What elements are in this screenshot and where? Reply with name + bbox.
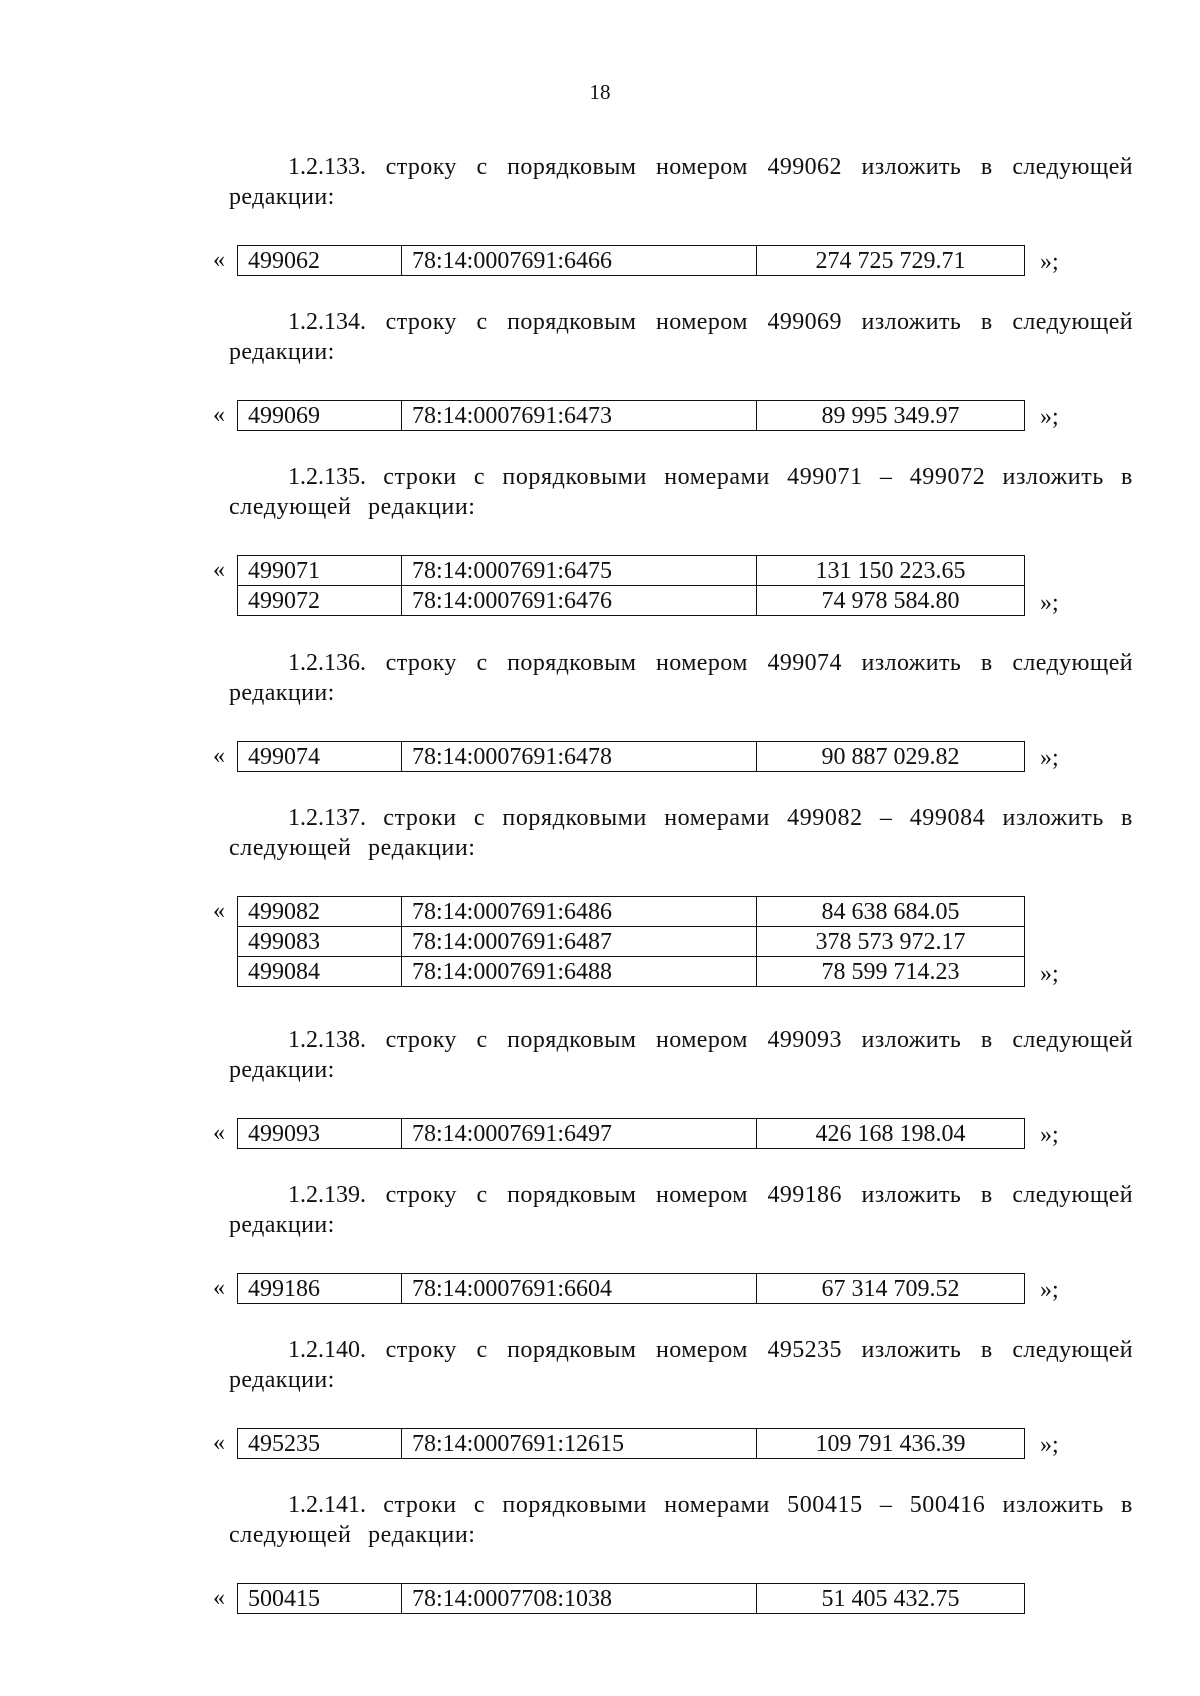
clause-text: строки с порядковыми номерами 500415 – 500416 изложить в следующей редакции: xyxy=(229,1492,1133,1548)
value-cell: 274 725 729.71 xyxy=(757,246,1025,276)
row-number-cell: 500415 xyxy=(238,1584,402,1614)
row-number-cell: 499071 xyxy=(238,556,402,586)
clause-text: строку с порядковым номером 499074 изложить в следующей редакции: xyxy=(229,650,1133,706)
opening-quote: « xyxy=(213,1430,225,1456)
closing-quote: »; xyxy=(1040,1432,1059,1458)
amendment-paragraph xyxy=(229,648,1133,708)
clause-text: строки с порядковыми номерами 499071 – 499072 изложить в следующей редакции: xyxy=(229,464,1133,520)
data-table xyxy=(237,1118,1025,1149)
cadastral-number-cell: 78:14:0007691:6466 xyxy=(402,246,757,276)
value-cell: 78 599 714.23 xyxy=(757,957,1025,987)
row-number-cell: 499072 xyxy=(238,586,402,616)
cadastral-number-cell: 78:14:0007691:6487 xyxy=(402,927,757,957)
opening-quote: « xyxy=(213,1275,225,1301)
row-number-cell: 499069 xyxy=(238,401,402,431)
page-number: 18 xyxy=(589,80,611,104)
table-row xyxy=(238,556,1025,586)
value-cell: 378 573 972.17 xyxy=(757,927,1025,957)
table-row xyxy=(238,957,1025,987)
amendment-paragraph xyxy=(229,1180,1133,1240)
amendment-paragraph xyxy=(229,1335,1133,1395)
data-table xyxy=(237,741,1025,772)
closing-quote: »; xyxy=(1040,249,1059,275)
amendment-paragraph xyxy=(229,152,1133,212)
cadastral-number-cell: 78:14:0007691:6476 xyxy=(402,586,757,616)
opening-quote: « xyxy=(213,1120,225,1146)
row-number-cell: 499062 xyxy=(238,246,402,276)
cadastral-number-cell: 78:14:0007691:6475 xyxy=(402,556,757,586)
clause-text: строку с порядковым номером 499062 изложить в следующей редакции: xyxy=(229,154,1133,210)
closing-quote: »; xyxy=(1040,961,1059,987)
opening-quote: « xyxy=(213,898,225,924)
table-row xyxy=(238,897,1025,927)
cadastral-number-cell: 78:14:0007708:1038 xyxy=(402,1584,757,1614)
amendment-paragraph xyxy=(229,307,1133,367)
row-number-cell: 499186 xyxy=(238,1274,402,1304)
opening-quote: « xyxy=(213,1585,225,1611)
cadastral-number-cell: 78:14:0007691:6604 xyxy=(402,1274,757,1304)
table-row xyxy=(238,401,1025,431)
value-cell: 84 638 684.05 xyxy=(757,897,1025,927)
clause-text: строку с порядковым номером 495235 изложить в следующей редакции: xyxy=(229,1337,1133,1393)
value-cell: 89 995 349.97 xyxy=(757,401,1025,431)
value-cell: 51 405 432.75 xyxy=(757,1584,1025,1614)
value-cell: 90 887 029.82 xyxy=(757,742,1025,772)
cadastral-number-cell: 78:14:0007691:6473 xyxy=(402,401,757,431)
clause-number: 1.2.138. xyxy=(288,1027,366,1053)
data-table xyxy=(237,400,1025,431)
clause-number: 1.2.137. xyxy=(288,805,366,831)
closing-quote: »; xyxy=(1040,745,1059,771)
clause-number: 1.2.141. xyxy=(288,1492,366,1518)
value-cell: 131 150 223.65 xyxy=(757,556,1025,586)
table-row xyxy=(238,246,1025,276)
row-number-cell: 499082 xyxy=(238,897,402,927)
opening-quote: « xyxy=(213,743,225,769)
table-row xyxy=(238,1119,1025,1149)
opening-quote: « xyxy=(213,557,225,583)
clause-text: строку с порядковым номером 499093 изложить в следующей редакции: xyxy=(229,1027,1133,1083)
clause-number: 1.2.134. xyxy=(288,309,366,335)
value-cell: 426 168 198.04 xyxy=(757,1119,1025,1149)
amendment-paragraph xyxy=(229,1490,1133,1550)
clause-text: строки с порядковыми номерами 499082 – 499084 изложить в следующей редакции: xyxy=(229,805,1133,861)
data-table xyxy=(237,896,1025,987)
row-number-cell: 499083 xyxy=(238,927,402,957)
closing-quote: »; xyxy=(1040,1277,1059,1303)
table-row xyxy=(238,1274,1025,1304)
clause-number: 1.2.139. xyxy=(288,1182,366,1208)
closing-quote: »; xyxy=(1040,589,1059,616)
clause-text: строку с порядковым номером 499186 изложить в следующей редакции: xyxy=(229,1182,1133,1238)
cadastral-number-cell: 78:14:0007691:6488 xyxy=(402,957,757,987)
clause-text: строку с порядковым номером 499069 изложить в следующей редакции: xyxy=(229,309,1133,365)
data-table xyxy=(237,555,1025,616)
clause-number: 1.2.140. xyxy=(288,1337,366,1363)
clause-number: 1.2.136. xyxy=(288,650,366,676)
table-row xyxy=(238,1429,1025,1459)
table-row xyxy=(238,927,1025,957)
cadastral-number-cell: 78:14:0007691:6497 xyxy=(402,1119,757,1149)
data-table xyxy=(237,1428,1025,1459)
value-cell: 67 314 709.52 xyxy=(757,1274,1025,1304)
table-row xyxy=(238,586,1025,616)
table-row xyxy=(238,742,1025,772)
row-number-cell: 499074 xyxy=(238,742,402,772)
closing-quote: »; xyxy=(1040,404,1059,430)
cadastral-number-cell: 78:14:0007691:6478 xyxy=(402,742,757,772)
opening-quote: « xyxy=(213,402,225,428)
clause-number: 1.2.135. xyxy=(288,464,366,490)
data-table xyxy=(237,1583,1025,1614)
table-row xyxy=(238,1584,1025,1614)
closing-quote: »; xyxy=(1040,1122,1059,1148)
cadastral-number-cell: 78:14:0007691:12615 xyxy=(402,1429,757,1459)
data-table xyxy=(237,1273,1025,1304)
row-number-cell: 495235 xyxy=(238,1429,402,1459)
clause-number: 1.2.133. xyxy=(288,154,366,180)
amendment-paragraph xyxy=(229,803,1133,863)
amendment-paragraph xyxy=(229,1025,1133,1085)
opening-quote: « xyxy=(213,247,225,273)
row-number-cell: 499093 xyxy=(238,1119,402,1149)
value-cell: 74 978 584.80 xyxy=(757,586,1025,616)
value-cell: 109 791 436.39 xyxy=(757,1429,1025,1459)
amendment-paragraph xyxy=(229,462,1133,522)
cadastral-number-cell: 78:14:0007691:6486 xyxy=(402,897,757,927)
row-number-cell: 499084 xyxy=(238,957,402,987)
data-table xyxy=(237,245,1025,276)
